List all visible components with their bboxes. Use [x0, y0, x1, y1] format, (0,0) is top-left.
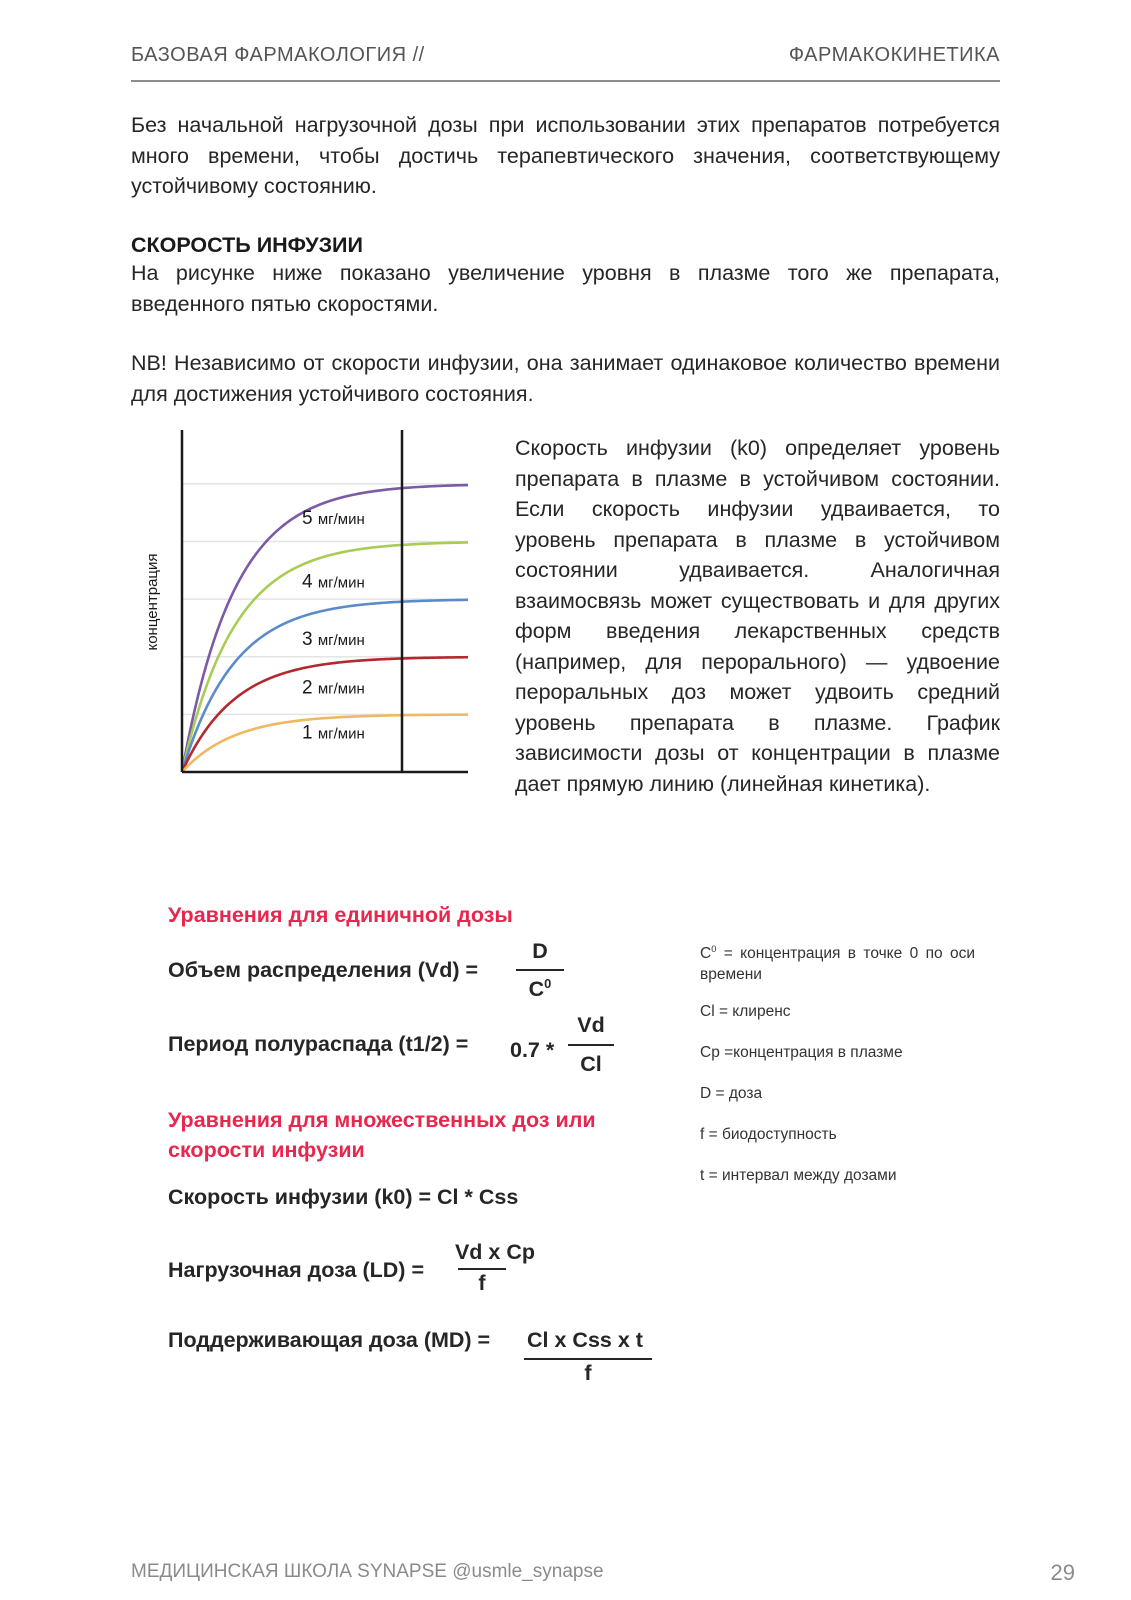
multi-dose-title-line2: скорости инфузии — [168, 1138, 365, 1162]
single-dose-title: Уравнения для единичной дозы — [168, 903, 513, 927]
legend-t: t = интервал между дозами — [700, 1167, 897, 1184]
series-label: 3 мг/мин — [302, 629, 365, 651]
vd-equation-label: Объем распределения (Vd) = — [168, 958, 479, 982]
md-denominator: f — [584, 1361, 592, 1385]
header-divider — [131, 80, 1000, 82]
y-axis-label: концентрация — [144, 553, 161, 651]
section-paragraph: На рисунке ниже показано увеличение уровня в плазме того же препарата, введенного пятью скоростями. — [131, 261, 1000, 316]
vd-denominator: $C^0$ — [528, 976, 552, 1002]
legend-cp: Cp =концентрация в плазме — [700, 1044, 903, 1061]
intro-paragraph: Без начальной нагрузочной дозы при использовании этих препаратов потребуется много времени, чтобы достичь терапевтического значения, соответствующему устойчивому состоянию. — [131, 113, 1000, 198]
section-title: СКОРОСТЬ ИНФУЗИИ — [131, 233, 363, 257]
t12-numerator: Vd — [577, 1013, 605, 1037]
ld-equation-label: Нагрузочная доза (LD) = — [168, 1258, 424, 1282]
ld-numerator: Vd x Cp — [454, 1240, 536, 1264]
vd-fraction-bar — [516, 969, 564, 971]
series-label: 4 мг/мин — [302, 571, 365, 593]
t12-fraction-bar — [568, 1044, 614, 1046]
t12-denominator: Cl — [580, 1052, 602, 1076]
chart-svg — [140, 430, 485, 790]
page-number: 29 — [1050, 1560, 1075, 1585]
series-label: 1 мг/мин — [302, 722, 365, 744]
infusion-rate-chart — [140, 430, 485, 790]
md-equation-label: Поддерживающая доза (MD) = — [168, 1328, 491, 1352]
series-label: 5 мг/мин — [302, 507, 365, 529]
t12-coefficient: 0.7 * — [510, 1038, 555, 1062]
ld-fraction-bar — [458, 1268, 506, 1270]
legend-f: f = биодоступность — [700, 1126, 837, 1143]
nb-paragraph: NB! Независимо от скорости инфузии, она занимает одинаковое количество времени для достижения устойчивого состояния. — [131, 351, 1000, 406]
t12-equation-label: Период полураспада (t1/2) = — [168, 1032, 469, 1056]
md-fraction-bar — [524, 1358, 652, 1360]
series-label: 2 мг/мин — [302, 677, 365, 699]
multi-dose-title-line1: Уравнения для множественных доз или — [168, 1108, 596, 1132]
footer-text: МЕДИЦИНСКАЯ ШКОЛА SYNAPSE @usmle_synapse — [131, 1561, 604, 1582]
legend-cl: Cl = клиренс — [700, 1003, 791, 1020]
running-header-left: БАЗОВАЯ ФАРМАКОЛОГИЯ // — [131, 44, 425, 66]
k0-equation: Скорость инфузии (k0) = Cl * Css — [168, 1185, 519, 1209]
legend-d: D = доза — [700, 1085, 763, 1102]
md-numerator: Cl x Css x t — [527, 1328, 643, 1352]
vd-numerator: D — [532, 939, 548, 963]
ld-denominator: f — [478, 1271, 486, 1295]
legend-c0: $C^0$ = концентрация в точке 0 по оси времени — [700, 944, 975, 984]
side-paragraph: Скорость инфузии (k0) определяет уровень препарата в плазме в устойчивом состоянии. Если скорость инфузии удваивается, то уровень препарата в плазме в устойчивом состоянии удваивается. Аналогичная взаимосвязь может существовать и для других форм введения лекарственных средств (например, для перорального) — удвоение пероральных доз может удвоить средний уровень препарата в плазме. График зависимости дозы от концентрации в плазме дает прямую линию (линейная кинетика). — [515, 436, 1000, 796]
running-header-right: ФАРМАКОКИНЕТИКА — [788, 44, 1000, 66]
series-line — [182, 715, 468, 772]
